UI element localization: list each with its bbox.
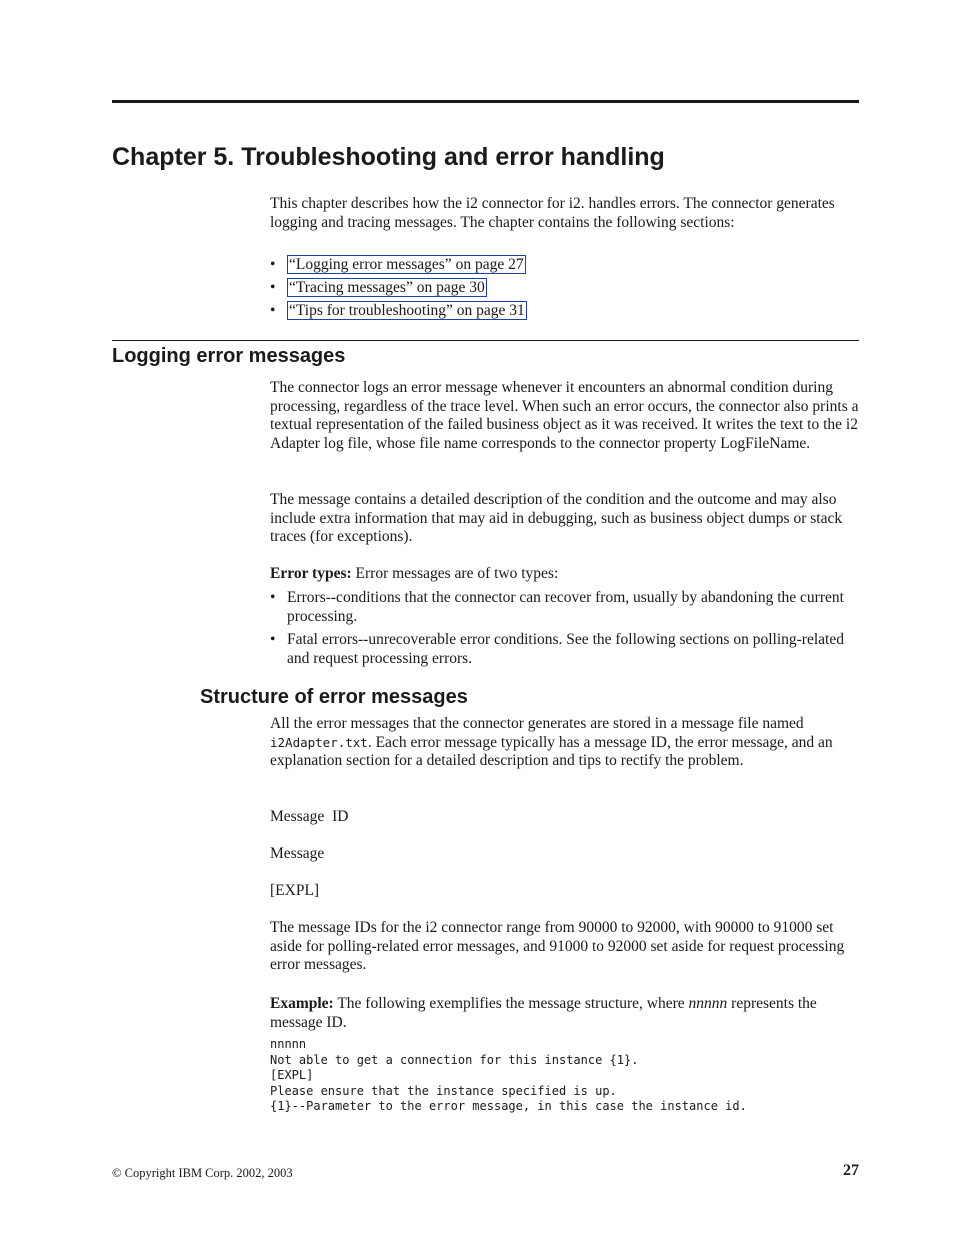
- field-expl: [EXPL]: [270, 882, 320, 899]
- error-type-fatal: Fatal errors--unrecoverable error conditions. See the following sections on polling-related and request processing errors.: [287, 631, 844, 667]
- footer-copyright: © Copyright IBM Corp. 2002, 2003: [112, 1166, 293, 1180]
- section-heading-logging: Logging error messages: [112, 345, 346, 367]
- code-line: Not able to get a connection for this instance {1}.: [270, 1052, 639, 1067]
- structure-text-a: All the error messages that the connector generates are stored in a message file named: [270, 715, 804, 732]
- code-line: nnnnn: [270, 1037, 307, 1051]
- code-line: [EXPL]: [270, 1068, 314, 1083]
- structure-text-b: . Each error message typically has a message ID, the error message, and an explanation section for a detailed description and tips to rectify the problem.: [270, 733, 833, 770]
- error-types-text: Error messages are of two types:: [351, 565, 559, 582]
- logging-paragraph-1: The connector logs an error message whenever it encounters an abnormal condition during processing, regardless of the trace level. When such an error occurs, the connector also prints a textual representation of the failed business object as it was received. It writes the text to the i2 Adapter log file, whose file name corresponds to the connector property LogFileName.: [270, 379, 859, 452]
- chapter-top-rule: [112, 100, 859, 103]
- toc-item: [270, 302, 860, 325]
- section-heading-structure: Structure of error messages: [200, 686, 468, 708]
- message-file-name: i2Adapter.txt: [270, 734, 368, 750]
- example-text-b: represents the message ID.: [270, 995, 817, 1031]
- error-types-paragraph: [270, 565, 860, 584]
- bullet-icon: •: [270, 279, 276, 296]
- code-example: [270, 1037, 860, 1115]
- toc-link-tracing[interactable]: “Tracing messages” on page 30: [289, 279, 485, 296]
- toc-link-tips[interactable]: “Tips for troubleshooting” on page 31: [289, 302, 525, 319]
- structure-paragraph-2: The message IDs for the i2 connector range from 90000 to 92000, with 90000 to 91000 set aside for polling-related error messages, and 91000 to 92000 set aside for request processing error messages.: [270, 919, 845, 974]
- example-italic: nnnnn: [688, 995, 728, 1012]
- error-type-recoverable: Errors--conditions that the connector can recover from, usually by abandoning the current processing.: [287, 589, 844, 625]
- structure-paragraph-1: [270, 715, 860, 771]
- field-message: Message: [270, 845, 325, 862]
- code-line: {1}--Parameter to the error message, in this case the instance id.: [270, 1099, 747, 1114]
- footer-page-number: 27: [843, 1162, 859, 1179]
- field-message-id: Message ID: [270, 808, 349, 825]
- section-link-list: [270, 256, 860, 325]
- error-types-list: [270, 589, 860, 668]
- error-types-label: Error types:: [270, 565, 352, 582]
- code-line: Please ensure that the instance specified is up.: [270, 1083, 617, 1098]
- bullet-icon: •: [270, 256, 276, 273]
- example-label: Example:: [270, 995, 334, 1012]
- intro-paragraph: This chapter describes how the i2 connector for i2. handles errors. The connector generates logging and tracing messages. The chapter contains the following sections:: [270, 195, 835, 231]
- toc-item: [270, 279, 860, 302]
- bullet-icon: •: [270, 589, 276, 606]
- chapter-title: Chapter 5. Troubleshooting and error handling: [112, 143, 665, 171]
- toc-item: [270, 256, 860, 279]
- example-text-a: The following exemplifies the message structure, where: [333, 995, 689, 1012]
- bullet-icon: •: [270, 631, 276, 649]
- list-item: [270, 589, 860, 626]
- list-item: [270, 631, 860, 668]
- toc-link-logging[interactable]: “Logging error messages” on page 27: [289, 256, 524, 273]
- logging-paragraph-2: The message contains a detailed description of the condition and the outcome and may also include extra information that may aid in debugging, such as business object dumps or stack traces (for exceptions).: [270, 491, 843, 546]
- section-rule: [112, 340, 859, 341]
- example-paragraph: [270, 995, 860, 1032]
- bullet-icon: •: [270, 302, 276, 319]
